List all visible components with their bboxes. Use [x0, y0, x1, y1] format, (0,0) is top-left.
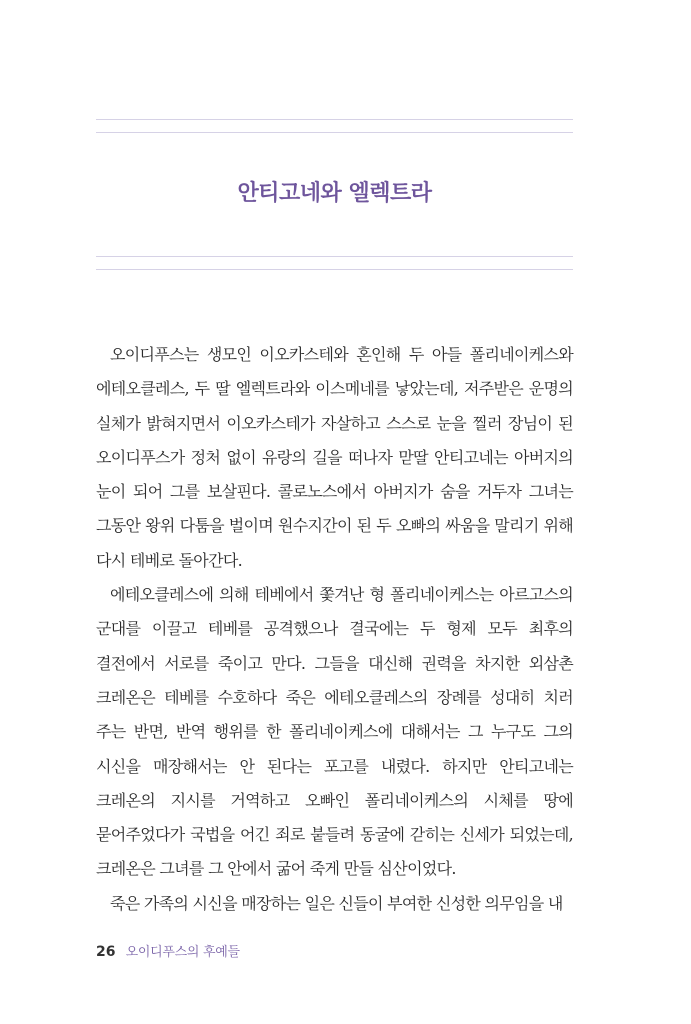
body-text	[96, 338, 573, 921]
top-rule-lower	[96, 132, 573, 133]
bottom-rule-lower	[96, 269, 573, 270]
chapter-title: 안티고네와 엘렉트라	[237, 181, 432, 206]
page-number: 26	[96, 944, 116, 960]
bottom-rule-upper	[96, 256, 573, 257]
paragraph: 에테오클레스에 의해 테베에서 쫓겨난 형 폴리네이케스는 아르고스의 군대를 이끌고 테베를 공격했으나 결국에는 두 형제 모두 최후의 결전에서 서로를 죽이고 만다. 그들을 대신해 권력을 차지한 외삼촌 크레온은 테베를 수호하다 죽은 에테오클레스의 장례를 성대히 치러 주는 반면, 반역 행위를 한 폴리네이케스에 대해서는 그 누구도 그의 시신을 매장해서는 안 된다는 포고를 내렸다. 하지만 안티고네는 크레온의 지시를 거역하고 오빠인 폴리네이케스의 시체를 땅에 묻어주었다가 국법을 어긴 죄로 붙들려 동굴에 갇히는 신세가 되었는데, 크레온은 그녀를 그 안에서 굶어 죽게 만들 심산이었다.	[96, 585, 573, 879]
top-rule-upper	[96, 119, 573, 120]
running-title: 오이디푸스의 후예들	[125, 945, 240, 960]
paragraph: 오이디푸스는 생모인 이오카스테와 혼인해 두 아들 폴리네이케스와 에테오클레스, 두 딸 엘렉트라와 이스메네를 낳았는데, 저주받은 운명의 실체가 밝혀지면서 이오카스테가 자살하고 스스로 눈을 찔러 장님이 된 오이디푸스가 정처 없이 유랑의 길을 떠나자 맏딸 안티고네는 아버지의 눈이 되어 그를 보살핀다. 콜로노스에서 아버지가 숨을 거두자 그녀는 그동안 왕위 다툼을 벌이며 원수지간이 된 두 오빠의 싸움을 말리기 위해 다시 테베로 돌아간다.	[96, 345, 573, 570]
page-footer	[96, 941, 240, 960]
paragraph: 죽은 가족의 시신을 매장하는 일은 신들이 부여한 신성한 의무임을 내	[110, 893, 563, 913]
